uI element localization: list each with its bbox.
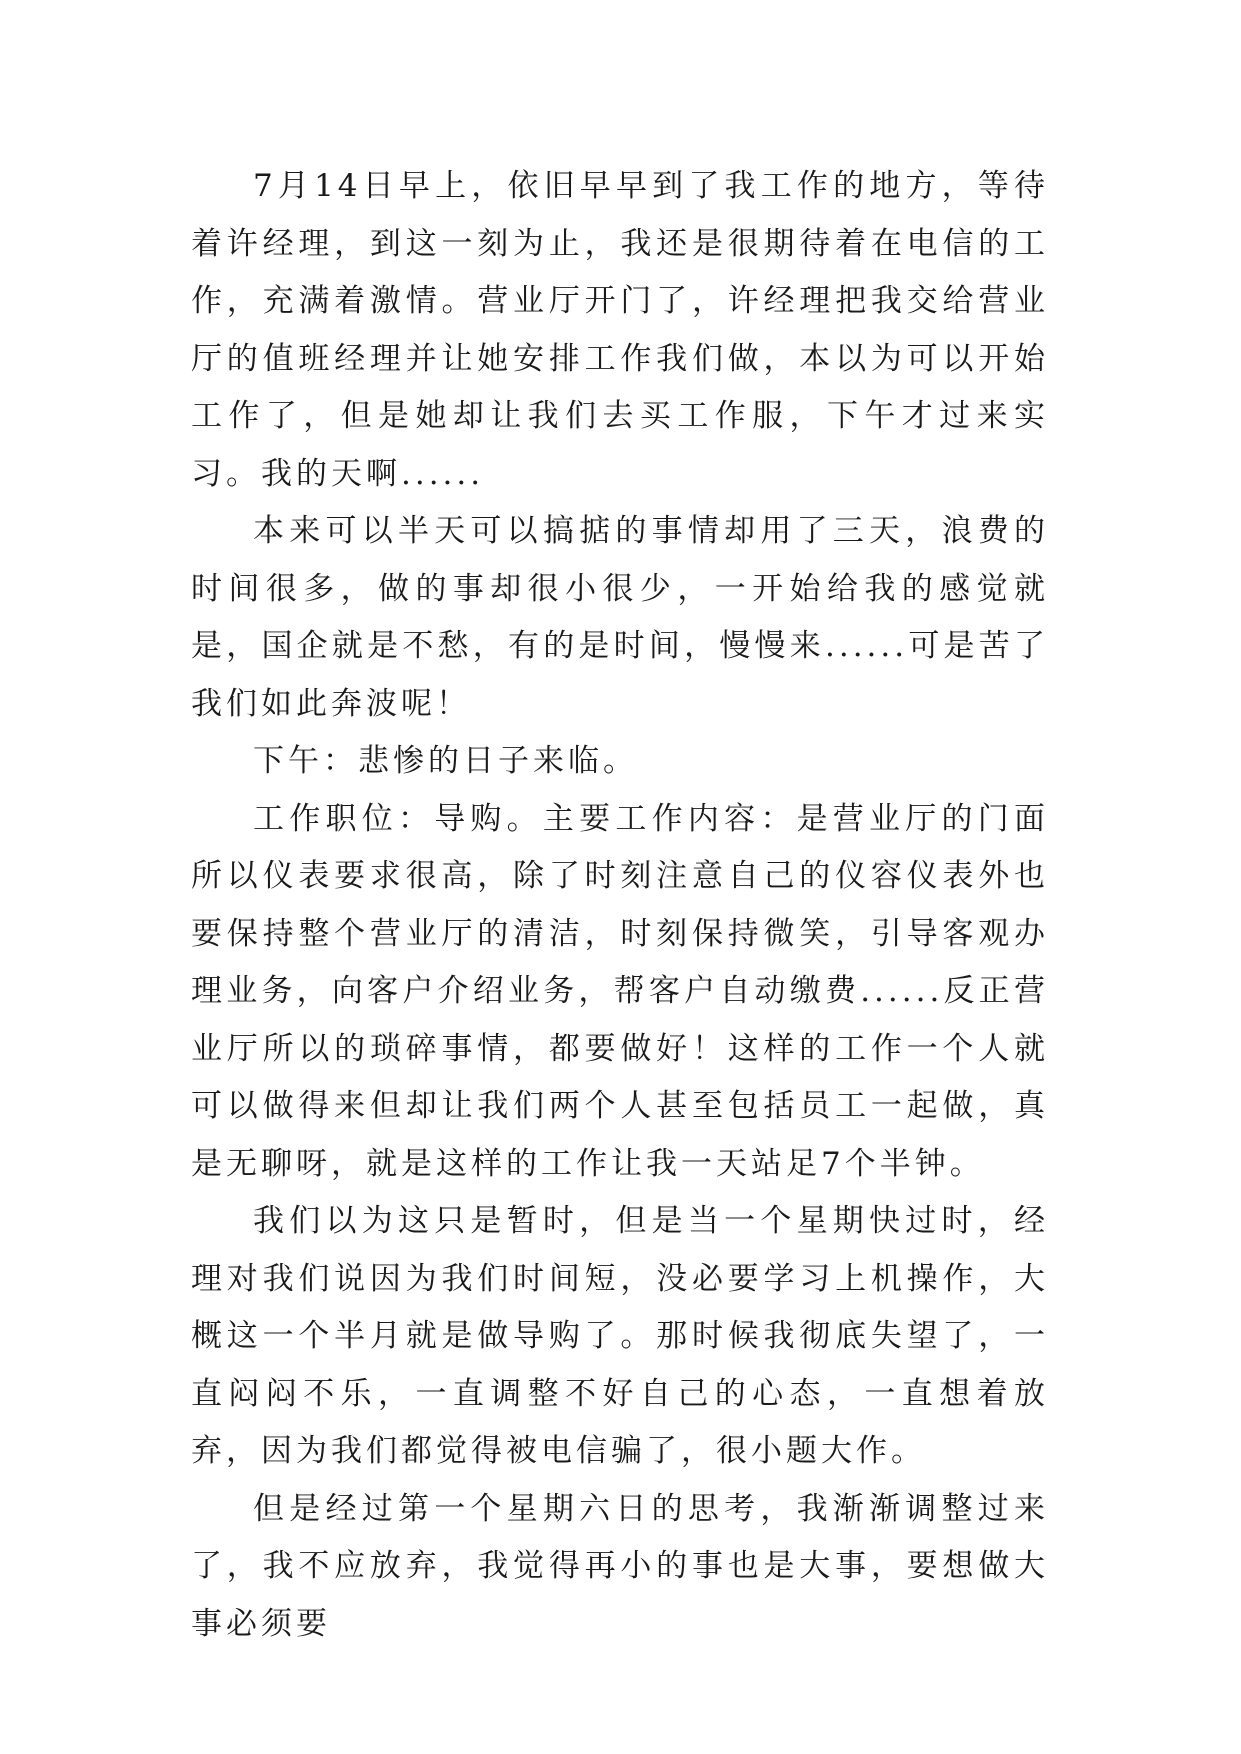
paragraph-2: 本来可以半天可以搞掂的事情却用了三天，浪费的时间很多，做的事却很小很少，一开始给我的感觉就是，国企就是不愁，有的是时间，慢慢来......可是苦了我们如此奔波呢！ <box>191 513 1049 722</box>
document-body <box>191 158 1049 1653</box>
paragraph-4: 工作职位：导购。主要工作内容：是营业厅的门面所以仪表要求很高，除了时刻注意自己的仪容仪表外也要保持整个营业厅的清洁，时刻保持微笑，引导客观办理业务，向客户介绍业务，帮客户自动缴费......反正营业厅所以的琐碎事情，都要做好！这样的工作一个人就可以做得来但却让我们两个人甚至包括员工一起做，真是无聊呀，就是这样的工作让我一天站足7个半钟。 <box>191 800 1049 1182</box>
paragraph-1: 7月14日早上，依旧早早到了我工作的地方，等待着许经理，到这一刻为止，我还是很期待着在电信的工作，充满着激情。营业厅开门了，许经理把我交给营业厅的值班经理并让她安排工作我们做，本以为可以开始工作了，但是她却让我们去买工作服，下午才过来实习。我的天啊...... <box>191 168 1049 492</box>
paragraph-6: 但是经过第一个星期六日的思考，我渐渐调整过来了，我不应放弃，我觉得再小的事也是大事，要想做大事必须要 <box>191 1490 1049 1642</box>
paragraph-3: 下午：悲惨的日子来临。 <box>253 743 638 779</box>
paragraph-5: 我们以为这只是暂时，但是当一个星期快过时，经理对我们说因为我们时间短，没必要学习上机操作，大概这一个半月就是做导购了。那时候我彻底失望了，一直闷闷不乐，一直调整不好自己的心态，一直想着放弃，因为我们都觉得被电信骗了，很小题大作。 <box>191 1203 1049 1469</box>
